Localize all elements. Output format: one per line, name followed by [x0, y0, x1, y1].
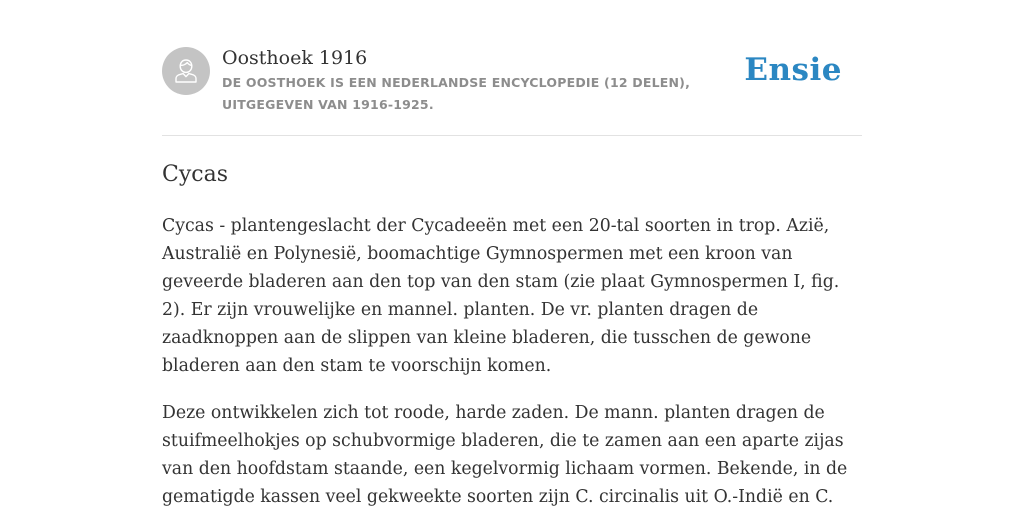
- user-icon: [171, 56, 201, 86]
- article-title: Cycas: [162, 162, 228, 187]
- ensie-logo[interactable]: Ensie: [744, 52, 842, 88]
- author-name[interactable]: Oosthoek 1916: [222, 47, 368, 69]
- author-avatar[interactable]: [162, 47, 210, 95]
- article-header: [162, 0, 862, 136]
- article-paragraph: Cycas - plantengeslacht der Cycadeeën met een 20-tal soorten in trop. Azië, Australië en Polynesië, boomachtige Gymnospermen met een kroon van geveerde bladeren aan den top van den stam (zie plaat Gymnospermen I, fig. 2). Er zijn vrouwelijke en mannel. planten. De vr. planten dragen de zaadknoppen aan de slippen van kleine bladeren, die tusschen de gewone bladeren aan den stam te voorschijn komen.: [162, 216, 840, 376]
- page-container: [162, 0, 862, 507]
- article-body: [162, 212, 864, 530]
- author-description: DE OOSTHOEK IS EEN NEDERLANDSE ENCYCLOPEDIE (12 DELEN), UITGEGEVEN VAN 1916-1925.: [222, 75, 691, 112]
- article-paragraph: Deze ontwikkelen zich tot roode, harde zaden. De mann. planten dragen de stuifmeelhokjes op schubvormige bladeren, die te zamen aan een aparte zijas van den hoofdstam staande, een kegelvormig lichaam vormen. Bekende, in de gematigde kassen veel gekweekte soorten zijn C. circinalis uit O.-Indië en C.: [162, 403, 848, 507]
